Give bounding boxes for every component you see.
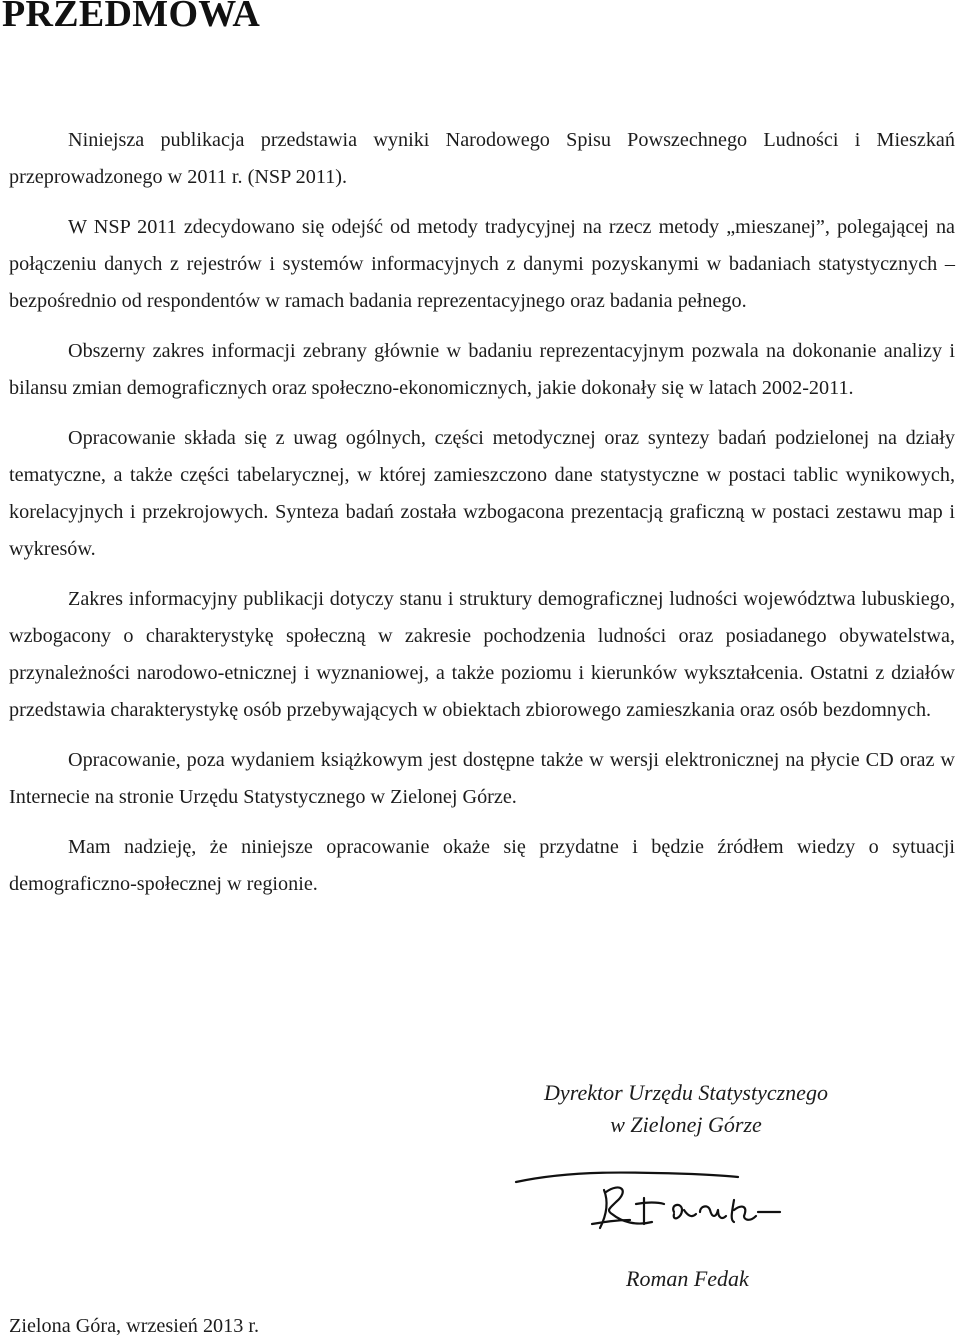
paragraph: Mam nadzieję, że niniejsze opracowanie okaże się przydatne i będzie źródłem wiedzy o sytuacji demograficzno-społecznej w regionie.	[9, 836, 955, 895]
paragraph: Opracowanie, poza wydaniem książkowym jest dostępne także w wersji elektronicznej na płycie CD oraz w Internecie na stronie Urzędu Statystycznego w Zielonej Górze.	[9, 749, 955, 808]
paragraph: Zakres informacyjny publikacji dotyczy stanu i struktury demograficznej ludności województwa lubuskiego, wzbogacony o charakterystykę społeczną w zakresie pochodzenia ludności oraz posiadanego obywatelstwa, przynależności narodowo-etnicznej i wyznaniowej, a także poziomu i kierunków wykształcenia. Ostatni z działów przedstawia charakterystykę osób przebywających w obiektach zbiorowego zamieszkania oraz osób bezdomnych.	[9, 588, 955, 721]
page-title: PRZEDMOWA	[2, 0, 261, 35]
preface-body	[9, 122, 955, 916]
paragraph: W NSP 2011 zdecydowano się odejść od metody tradycyjnej na rzecz metody „mieszanej”, polegającej na połączeniu danych z rejestrów i systemów informacyjnych z danymi pozyskanymi w badaniach statystycznych – bezpośrednio od respondentów w ramach badania reprezentacyjnego oraz badania pełnego.	[9, 216, 955, 312]
place-and-date: Zielona Góra, wrzesień 2013 r.	[9, 1315, 260, 1337]
signatory-title-line-2: w Zielonej Górze	[610, 1112, 762, 1137]
signature-block	[500, 1077, 872, 1141]
signatory-title-line-1: Dyrektor Urzędu Statystycznego	[544, 1080, 828, 1105]
handwritten-signature	[512, 1160, 824, 1244]
signer-name: Roman Fedak	[626, 1266, 749, 1291]
paragraph: Obszerny zakres informacji zebrany głównie w badaniu reprezentacyjnym pozwala na dokonanie analizy i bilansu zmian demograficznych oraz społeczno-ekonomicznych, jakie dokonały się w latach 2002-2011.	[9, 340, 955, 399]
paragraph: Opracowanie składa się z uwag ogólnych, części metodycznej oraz syntezy badań podzielonej na działy tematyczne, a także części tabelarycznej, w której zamieszczono dane statystyczne w postaci tablic wynikowych, korelacyjnych i przekrojowych. Synteza badań została wzbogacona prezentacją graficzną w postaci zestawu map i wykresów.	[9, 427, 955, 560]
paragraph: Niniejsza publikacja przedstawia wyniki Narodowego Spisu Powszechnego Ludności i Mieszkań przeprowadzonego w 2011 r. (NSP 2011).	[9, 129, 955, 188]
